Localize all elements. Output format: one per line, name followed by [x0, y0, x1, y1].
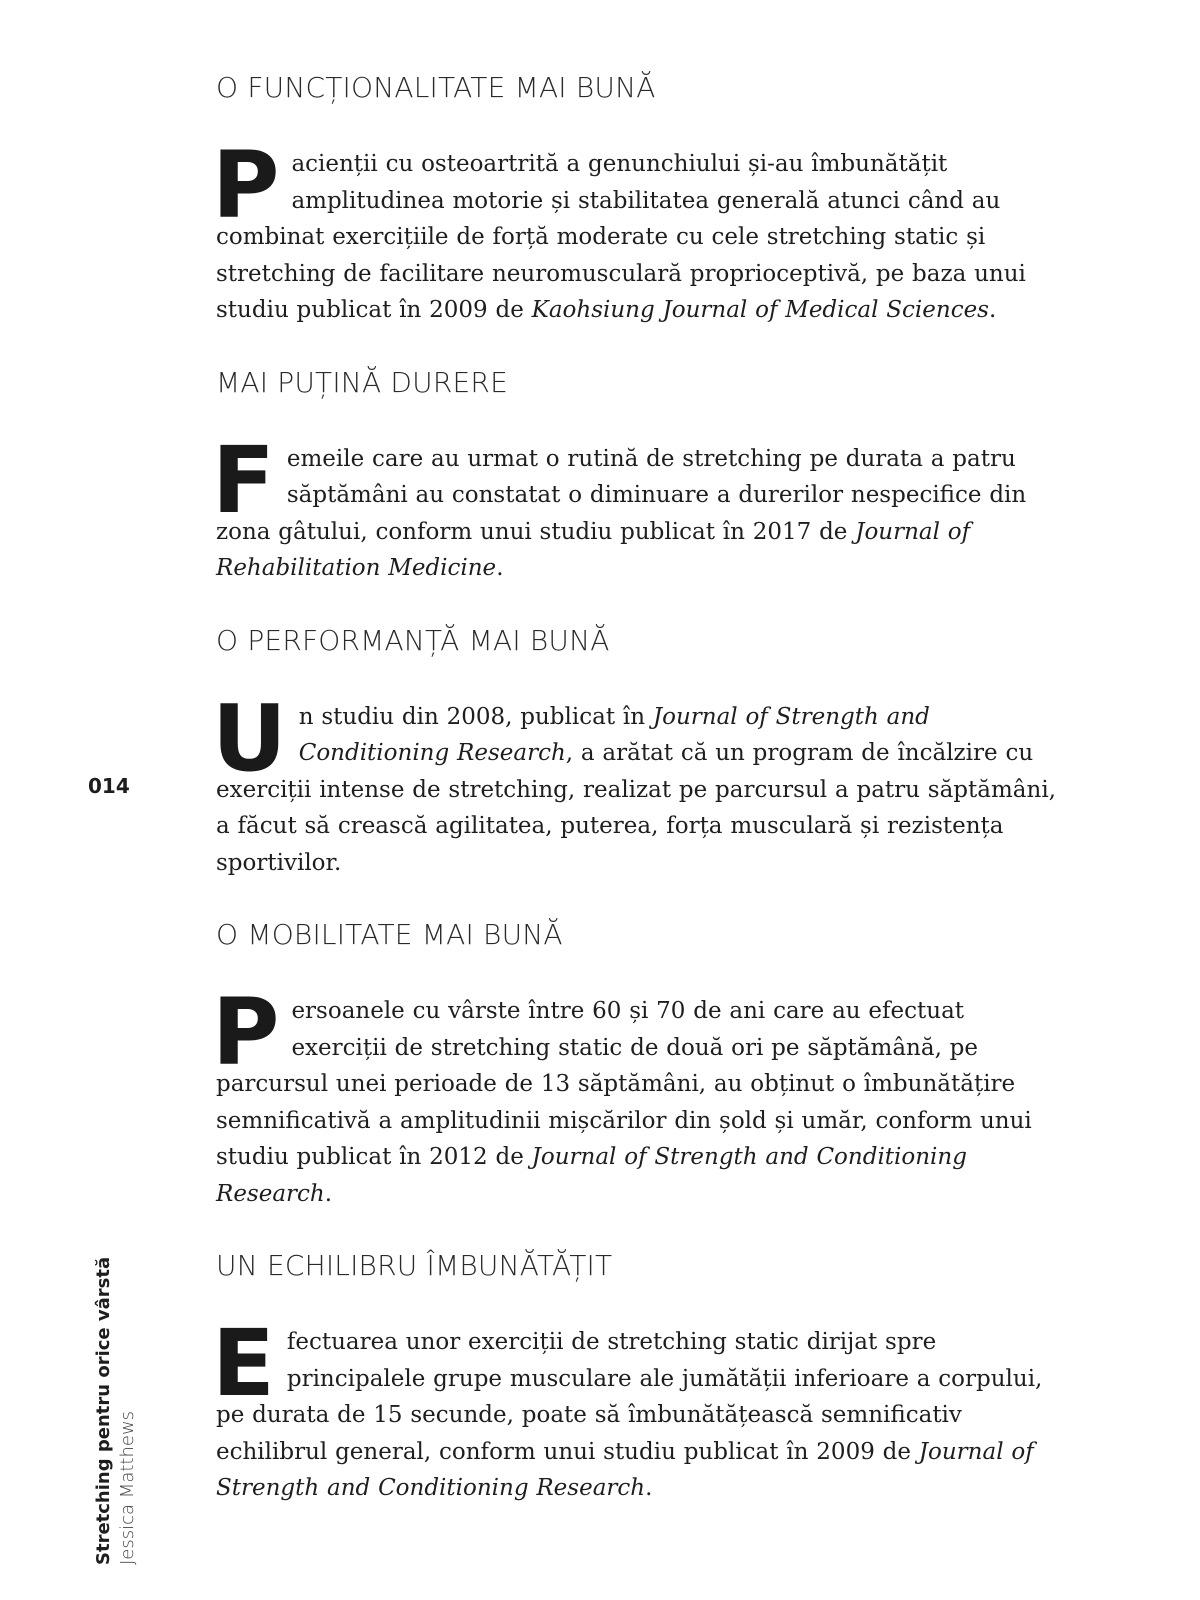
paragraph-text-end: .	[988, 297, 997, 323]
book-title: Stretching pentru orice vârstă	[93, 1256, 114, 1565]
section-mobilitate	[212, 913, 1066, 1212]
journal-title: Journal of Strength and Conditioning Research	[216, 1438, 1034, 1501]
journal-title: Journal of Strength and Conditioning Research	[298, 703, 930, 766]
journal-title: Journal of Rehabilitation Medicine	[216, 518, 971, 581]
section-heading: O FUNCȚIONALITATE MAI BUNĂ	[216, 71, 656, 104]
drop-cap: P	[212, 979, 280, 1086]
journal-title: Kaohsiung Journal of Medical Sciences	[531, 297, 989, 323]
paragraph-text: n studiu din 2008, publicat în	[298, 703, 653, 730]
drop-cap: U	[212, 684, 287, 792]
paragraph-text: emeile care au urmat o rutină de stretching pe durata a patru săptămâni au constatat o diminuare a durerilor nespecifice din zona gâtului, conform unui studiu publicat în 2017 de	[216, 445, 1027, 545]
section-echilibru	[212, 1244, 1066, 1507]
book-author: Jessica Matthews	[117, 1410, 138, 1565]
page-number: 014	[88, 774, 130, 798]
section-paragraph	[212, 979, 1066, 1212]
paragraph-text: acienții cu osteoartrită a genunchiului și-au îmbunătățit amplitudinea motorie și stabilitatea generală atunci când au combinat exercițiile de forță moderate cu cele stretching static și stretching de facilitare neuromusculară proprioceptivă, pe baza unui studiu publicat în 2009 de	[216, 151, 1026, 323]
section-paragraph	[212, 684, 1066, 882]
section-paragraph	[212, 1310, 1066, 1507]
section-heading: O PERFORMANȚĂ MAI BUNĂ	[216, 623, 610, 657]
paragraph-text: fectuarea unor exerciții de stretching static dirijat spre principalele grupe musculare ale jumătății inferioare a corpului, pe durata de 15 secunde, poate să îmbunătățească semnificativ echilibrul general, conform unui studiu publicat în 2009 de	[216, 1329, 1043, 1465]
paragraph-text-end: , a arătat că un program de încălzire cu exerciții intense de stretching, realizat pe parcursul a patru săptămâni, a făcut să crească agilitatea, puterea, forța musculară și rezistența sportivilor.	[216, 740, 1056, 876]
section-heading: O MOBILITATE MAI BUNĂ	[216, 918, 563, 951]
section-performanta	[212, 619, 1066, 882]
section-paragraph	[212, 132, 1066, 329]
paragraph-text-end: .	[496, 555, 504, 581]
drop-cap: P	[212, 132, 280, 239]
journal-title: Journal of Strength and Conditioning Research	[216, 1144, 967, 1207]
paragraph-text: ersoanele cu vârste între 60 și 70 de ani care au efectuat exerciții de stretching static de două ori pe săptămână, pe parcursul unei perioade de 13 săptămâni, au obținut o îmbunătățire semnificativă a amplitudinii mișcărilor din șold și umăr, conform unui studiu publicat în 2012 de	[216, 998, 1032, 1170]
drop-cap: F	[212, 426, 275, 534]
section-heading: UN ECHILIBRU ÎMBUNĂTĂȚIT	[216, 1249, 613, 1282]
spine-running-title	[92, 1257, 140, 1565]
page-content	[212, 66, 1066, 1539]
paragraph-text-end: .	[324, 1180, 333, 1207]
section-functionalitate	[212, 66, 1066, 329]
section-paragraph	[212, 426, 1066, 587]
drop-cap: E	[212, 1310, 275, 1417]
paragraph-text-end: .	[645, 1475, 653, 1501]
section-heading: MAI PUȚINĂ DURERE	[216, 365, 508, 399]
section-durere	[212, 361, 1066, 587]
